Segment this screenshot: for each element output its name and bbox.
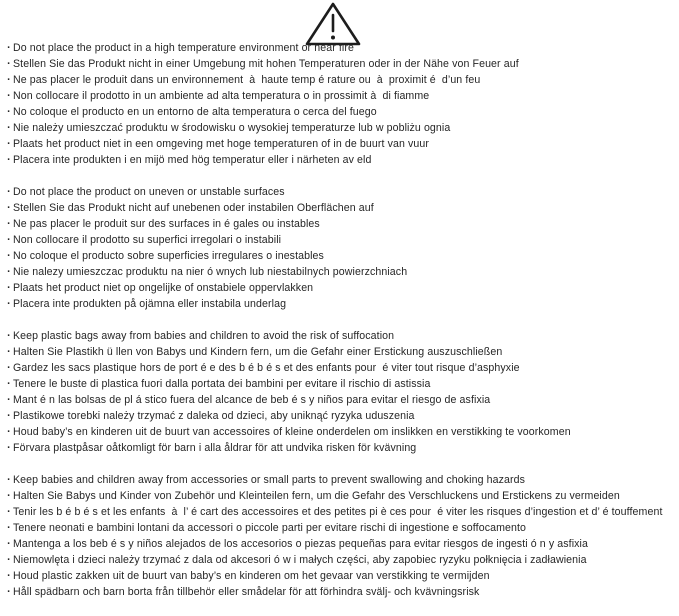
bullet-dot: · xyxy=(7,570,11,582)
warning-line xyxy=(5,248,679,264)
warning-line-text: Mantenga a los beb é s y niños alejados de los accesorios o piezas pequeñas para evitar riesgos de ingesti ó n y asfixia xyxy=(13,538,588,550)
warning-line-text: Plaats het product niet op ongelijke of onstabiele oppervlakken xyxy=(13,282,314,294)
bullet-dot: · xyxy=(7,490,11,502)
warning-line xyxy=(5,584,679,600)
warning-line xyxy=(5,56,679,72)
warning-line xyxy=(5,200,679,216)
bullet-dot: · xyxy=(7,202,11,214)
warning-line xyxy=(5,408,679,424)
warning-line-text: Gardez les sacs plastique hors de port é e des b é b é s et des enfants pour é viter tout risque d’asphyxie xyxy=(13,362,520,374)
warning-line-text: Mant é n las bolsas de pl á stico fuera del alcance de beb é s y niños para evitar el riesgo de asfixia xyxy=(13,394,491,406)
bullet-dot: · xyxy=(7,90,11,102)
warning-line-text: Halten Sie Plastikh ü llen von Babys und Kindern fern, um die Gefahr einer Erstickung auszuschließen xyxy=(13,346,503,358)
warning-line xyxy=(5,424,679,440)
warning-line-text: Halten Sie Babys und Kinder von Zubehör und Kleinteilen fern, um die Gefahr des Verschluckens und Erstickens zu vermeiden xyxy=(13,490,620,502)
warning-line xyxy=(5,568,679,584)
bullet-dot: · xyxy=(7,154,11,166)
warning-line xyxy=(5,72,679,88)
warning-line-text: Tenere neonati e bambini lontani da accessori o piccole parti per evitare rischi di ingestione e soffocamento xyxy=(13,522,527,534)
bullet-dot: · xyxy=(7,42,11,54)
warning-line xyxy=(5,232,679,248)
bullet-dot: · xyxy=(7,346,11,358)
warning-line-text: Stellen Sie das Produkt nicht auf unebenen oder instabilen Oberflächen auf xyxy=(13,202,374,214)
warning-line-text: Ne pas placer le produit dans un environnement à haute temp é rature ou à proximit é d’un feu xyxy=(13,74,481,86)
warning-line-text: Non collocare il prodotto su superfici irregolari o instabili xyxy=(13,234,282,246)
warning-line xyxy=(5,184,679,200)
warning-line-text: Tenere le buste di plastica fuori dalla portata dei bambini per evitare il rischio di astissia xyxy=(13,378,431,390)
warning-line-text: Ne pas placer le produit sur des surfaces in é gales ou instables xyxy=(13,218,320,230)
warning-line xyxy=(5,136,679,152)
bullet-dot: · xyxy=(7,250,11,262)
warning-line-text: Non collocare il prodotto in un ambiente ad alta temperatura o in prossimit à di fiamme xyxy=(13,90,430,102)
bullet-dot: · xyxy=(7,122,11,134)
bullet-dot: · xyxy=(7,362,11,374)
bullet-dot: · xyxy=(7,234,11,246)
small-parts-warning xyxy=(5,472,679,600)
warning-line-text: Keep plastic bags away from babies and children to avoid the risk of suffocation xyxy=(13,330,395,342)
warning-line xyxy=(5,328,679,344)
bullet-dot: · xyxy=(7,426,11,438)
bullet-dot: · xyxy=(7,394,11,406)
warning-line-text: Plaats het product niet in een omgeving met hoge temperaturen of in de buurt van vuur xyxy=(13,138,430,150)
warning-text-content xyxy=(5,40,679,616)
warning-line-text: Keep babies and children away from accessories or small parts to prevent swallowing and choking hazards xyxy=(13,474,525,486)
warning-line xyxy=(5,504,679,520)
warning-line xyxy=(5,392,679,408)
bullet-dot: · xyxy=(7,266,11,278)
bullet-dot: · xyxy=(7,522,11,534)
warning-line xyxy=(5,280,679,296)
warning-line-text: Plastikowe torebki należy trzymać z daleka od dzieci, aby uniknąć ryzyka uduszenia xyxy=(13,410,415,422)
bullet-dot: · xyxy=(7,282,11,294)
warning-line-text: Tenir les b é b é s et les enfants à l’ é cart des accessoires et des petites pi è ces pour é viter les risques d’ingestion et d’ é touffement xyxy=(13,506,663,518)
warning-line xyxy=(5,360,679,376)
warning-line xyxy=(5,216,679,232)
bullet-dot: · xyxy=(7,410,11,422)
warning-line xyxy=(5,488,679,504)
bullet-dot: · xyxy=(7,330,11,342)
warning-line xyxy=(5,472,679,488)
bullet-dot: · xyxy=(7,474,11,486)
warning-line xyxy=(5,152,679,168)
warning-line xyxy=(5,104,679,120)
bullet-dot: · xyxy=(7,186,11,198)
warning-line xyxy=(5,296,679,312)
bullet-dot: · xyxy=(7,442,11,454)
bullet-dot: · xyxy=(7,586,11,598)
warning-line-text: No coloque el producto sobre superficies irregulares o inestables xyxy=(13,250,324,262)
warning-line xyxy=(5,88,679,104)
warning-line-text: Placera inte produkten på ojämna eller instabila underlag xyxy=(13,298,287,310)
warning-line xyxy=(5,344,679,360)
bullet-dot: · xyxy=(7,106,11,118)
warning-line-text: Håll spädbarn och barn borta från tillbehör eller smådelar för att förhindra svälj- och kvävningsrisk xyxy=(13,586,480,598)
warning-line xyxy=(5,376,679,392)
bullet-dot: · xyxy=(7,74,11,86)
bullet-dot: · xyxy=(7,138,11,150)
bullet-dot: · xyxy=(7,554,11,566)
exclamation-dot xyxy=(331,36,335,40)
warning-line-text: Houd plastic zakken uit de buurt van baby’s en kinderen om het gevaar van verstikking te vermijden xyxy=(13,570,490,582)
warning-line-text: Förvara plastpåsar oåtkomligt för barn i alla åldrar för att undvika risken för kvävning xyxy=(13,442,417,454)
warning-line-text: Nie nalezy umieszczac produktu na nier ó wnych lub niestabilnych powierzchniach xyxy=(13,266,408,278)
warning-line-text: Niemowlęta i dzieci należy trzymać z dala od akcesori ó w i małych części, aby zapobiec ryzyku połknięcia i zadławienia xyxy=(13,554,587,566)
warning-line-text: Do not place the product on uneven or unstable surfaces xyxy=(13,186,285,198)
bullet-dot: · xyxy=(7,378,11,390)
warning-line-text: Stellen Sie das Produkt nicht in einer Umgebung mit hohen Temperaturen oder in der Nähe von Feuer auf xyxy=(13,58,519,70)
warning-line-text: Nie należy umieszczać produktu w środowisku o wysokiej temperaturze lub w pobliżu ognia xyxy=(13,122,451,134)
bullet-dot: · xyxy=(7,218,11,230)
plastic-bag-warning xyxy=(5,328,679,456)
warning-line-text: Placera inte produkten i en mijö med hög temperatur eller i närheten av eld xyxy=(13,154,372,166)
warning-line xyxy=(5,440,679,456)
warning-line-text: No coloque el producto en un entorno de alta temperatura o cerca del fuego xyxy=(13,106,377,118)
warning-line xyxy=(5,520,679,536)
bullet-dot: · xyxy=(7,58,11,70)
warning-line xyxy=(5,40,679,56)
warning-line-text: Houd baby’s en kinderen uit de buurt van accessoires of kleine onderdelen om inslikken en verstikking te voorkomen xyxy=(13,426,571,438)
warning-line xyxy=(5,552,679,568)
bullet-dot: · xyxy=(7,506,11,518)
warning-line xyxy=(5,264,679,280)
unstable-surface-warning xyxy=(5,184,679,312)
bullet-dot: · xyxy=(7,298,11,310)
warning-line xyxy=(5,120,679,136)
bullet-dot: · xyxy=(7,538,11,550)
warning-line xyxy=(5,536,679,552)
warning-line-text: Do not place the product in a high temperature environment or near fire xyxy=(13,42,354,54)
high-temperature-warning xyxy=(5,40,679,168)
